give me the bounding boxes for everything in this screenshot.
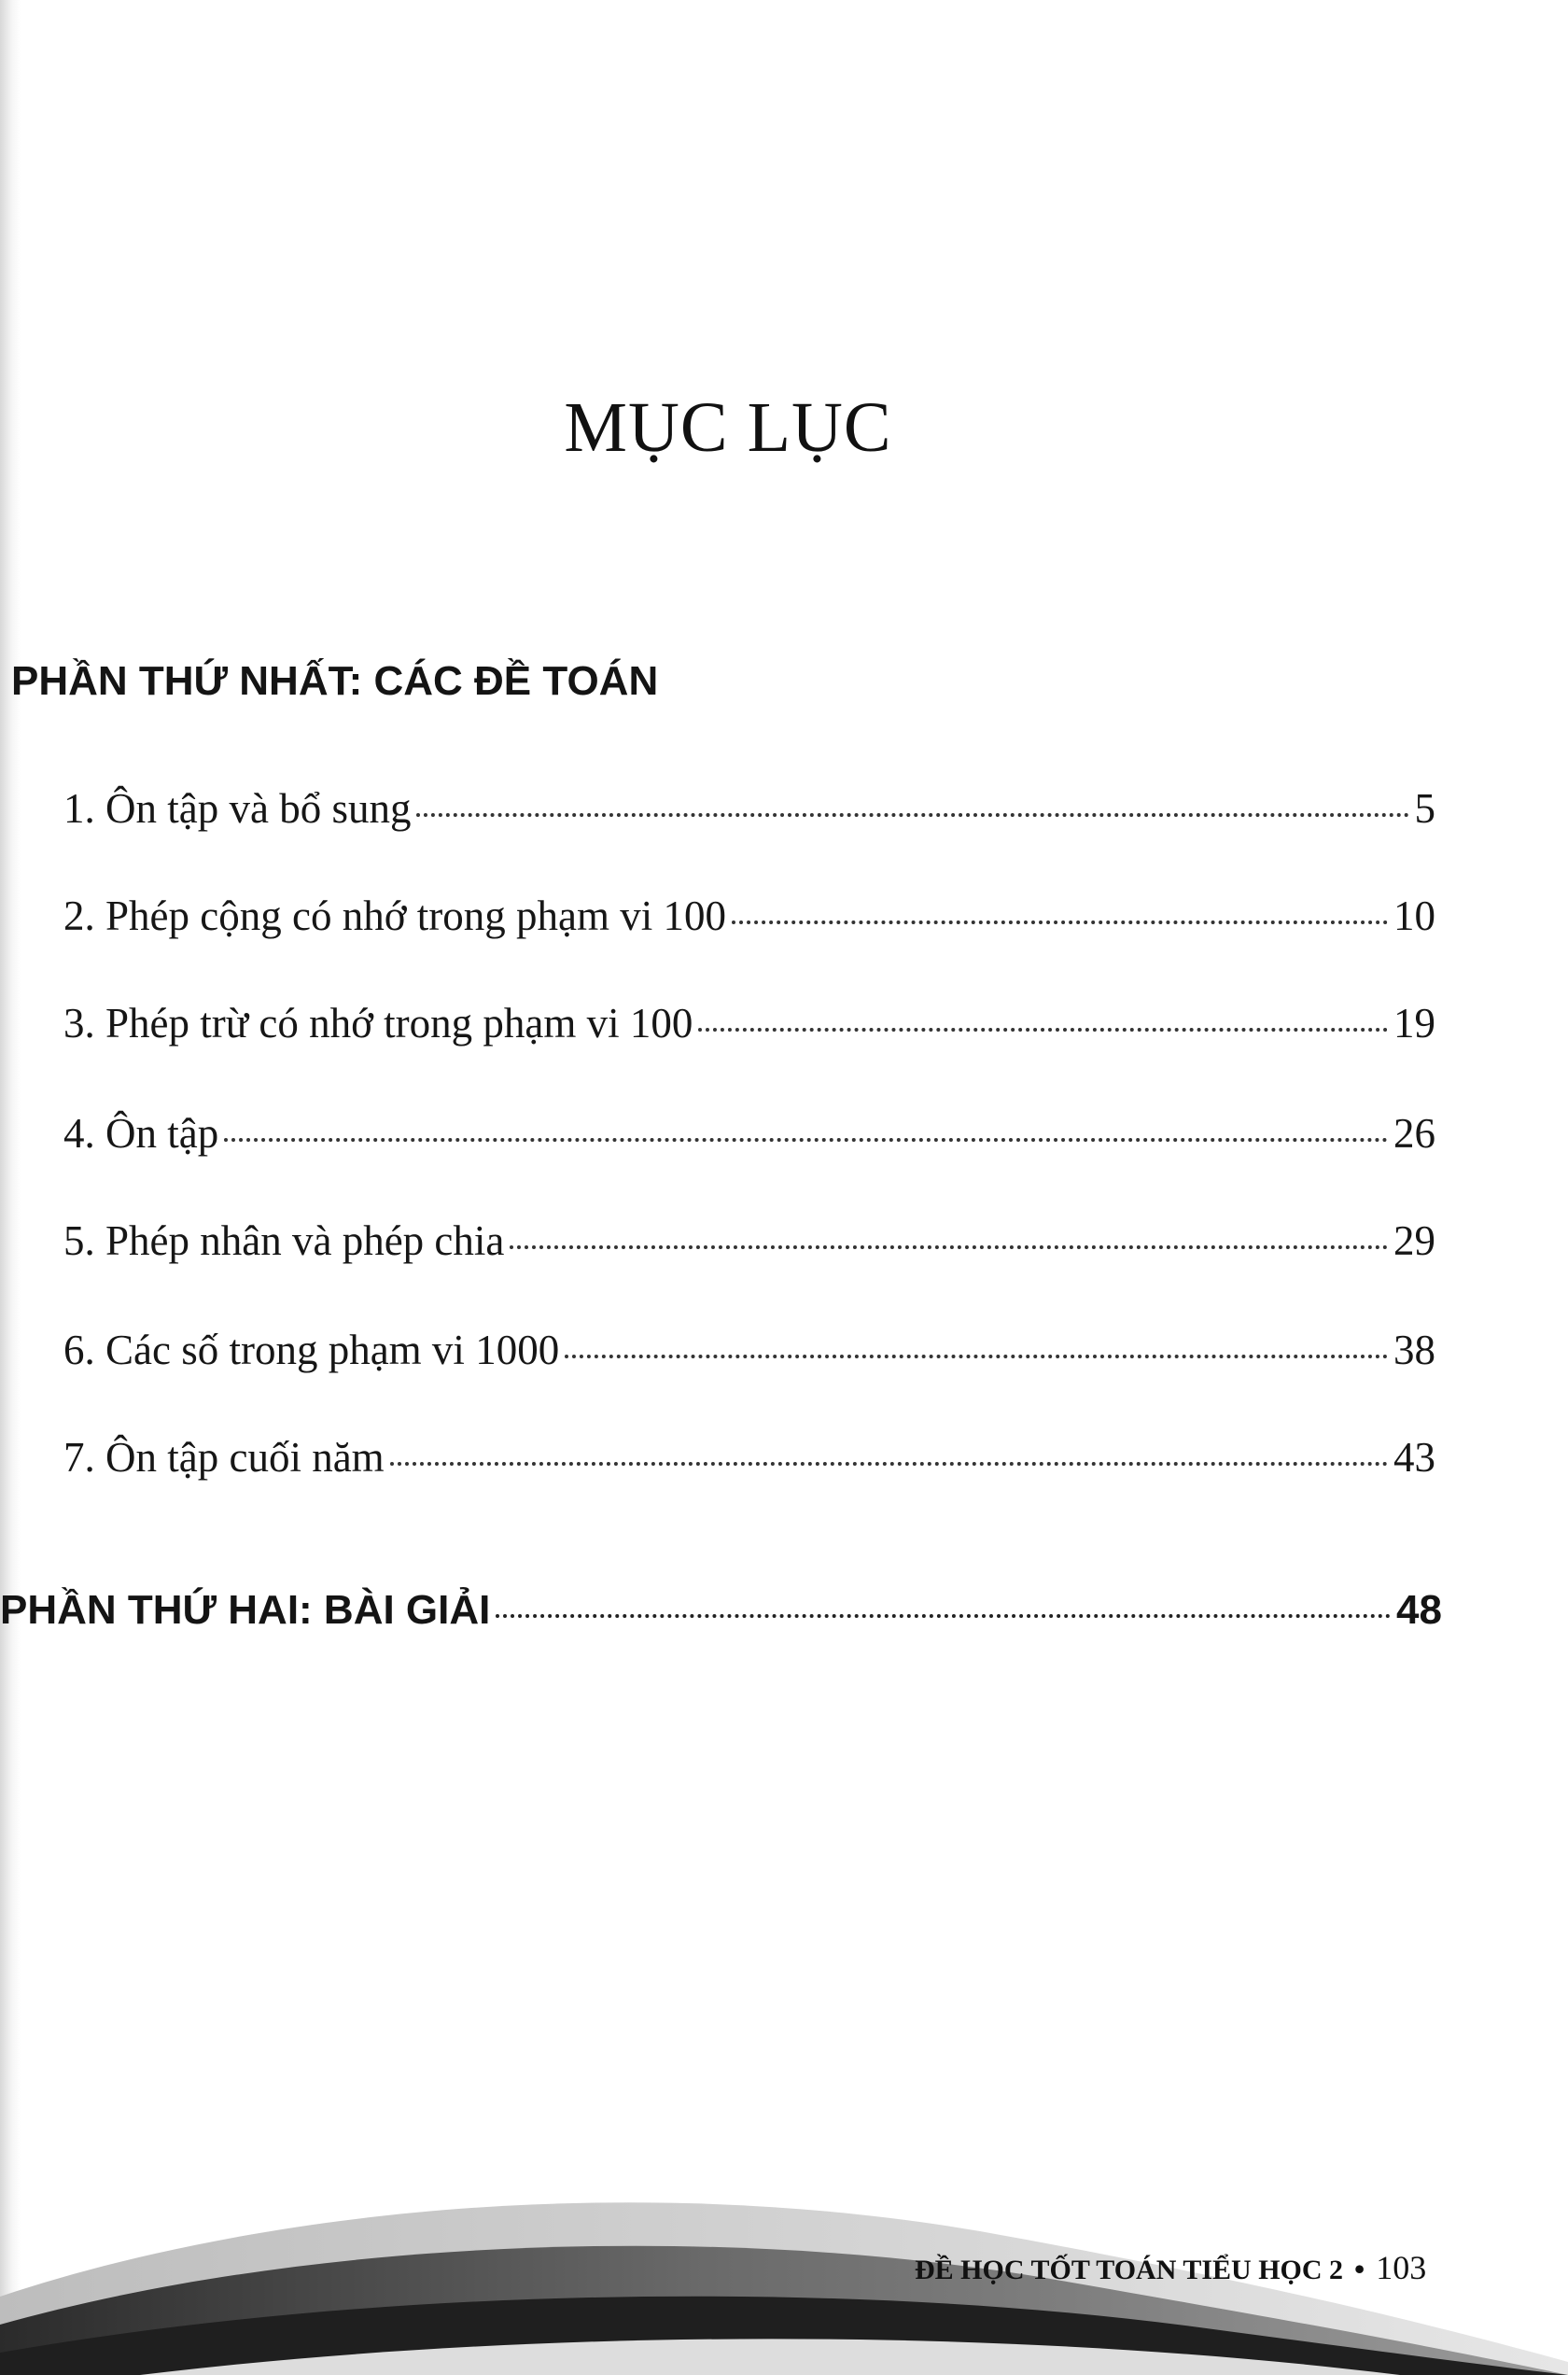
toc-entry-label: 7. Ôn tập cuối năm (63, 1434, 385, 1481)
part-two-heading: PHẦN THỨ HAI: BÀI GIẢI (0, 1587, 491, 1633)
toc-entry-label: 3. Phép trừ có nhớ trong phạm vi 100 (63, 1000, 693, 1047)
dot-leader (390, 1462, 1388, 1466)
dot-leader (510, 1245, 1388, 1249)
toc-entry-page: 5 (1414, 785, 1435, 832)
dot-leader (416, 813, 1408, 817)
toc-entry[interactable] (63, 1109, 1435, 1165)
toc-entry-label: 4. Ôn tập (63, 1110, 219, 1157)
part-two-page: 48 (1396, 1587, 1442, 1633)
dot-leader (224, 1138, 1388, 1142)
dot-leader (698, 1028, 1388, 1032)
dot-leader (732, 920, 1388, 924)
toc-entry[interactable] (63, 892, 1435, 948)
toc-entry[interactable] (63, 784, 1435, 840)
toc-entry-page: 26 (1393, 1110, 1435, 1157)
toc-entry[interactable] (63, 999, 1435, 1055)
page-footer (915, 2248, 1475, 2287)
page-gutter-shadow (0, 0, 21, 2375)
toc-entry-label: 2. Phép cộng có nhớ trong phạm vi 100 (63, 892, 726, 939)
page-title: MỤC LỤC (564, 388, 892, 467)
toc-entry-page: 10 (1393, 892, 1435, 939)
toc-entry-label: 1. Ôn tập và bổ sung (63, 785, 412, 832)
dot-leader (496, 1614, 1391, 1618)
toc-entry-page: 38 (1393, 1327, 1435, 1373)
toc-entry[interactable] (63, 1216, 1435, 1272)
part-two-entry[interactable] (0, 1587, 1442, 1634)
toc-entry-page: 19 (1393, 1000, 1435, 1047)
footer-bullet: • (1354, 2252, 1365, 2285)
footer-page-number: 103 (1376, 2249, 1427, 2286)
part-one-heading: PHẦN THỨ NHẤT: CÁC ĐỀ TOÁN (11, 658, 659, 704)
toc-entry-label: 6. Các số trong phạm vi 1000 (63, 1327, 560, 1373)
toc-entry-page: 43 (1393, 1434, 1435, 1481)
toc-entry[interactable] (63, 1433, 1435, 1489)
toc-entry[interactable] (63, 1326, 1435, 1382)
dot-leader (565, 1355, 1388, 1358)
footer-book-title: ĐỀ HỌC TỐT TOÁN TIỂU HỌC 2 (915, 2255, 1344, 2285)
toc-entry-label: 5. Phép nhân và phép chia (63, 1217, 505, 1264)
toc-entry-page: 29 (1393, 1217, 1435, 1264)
